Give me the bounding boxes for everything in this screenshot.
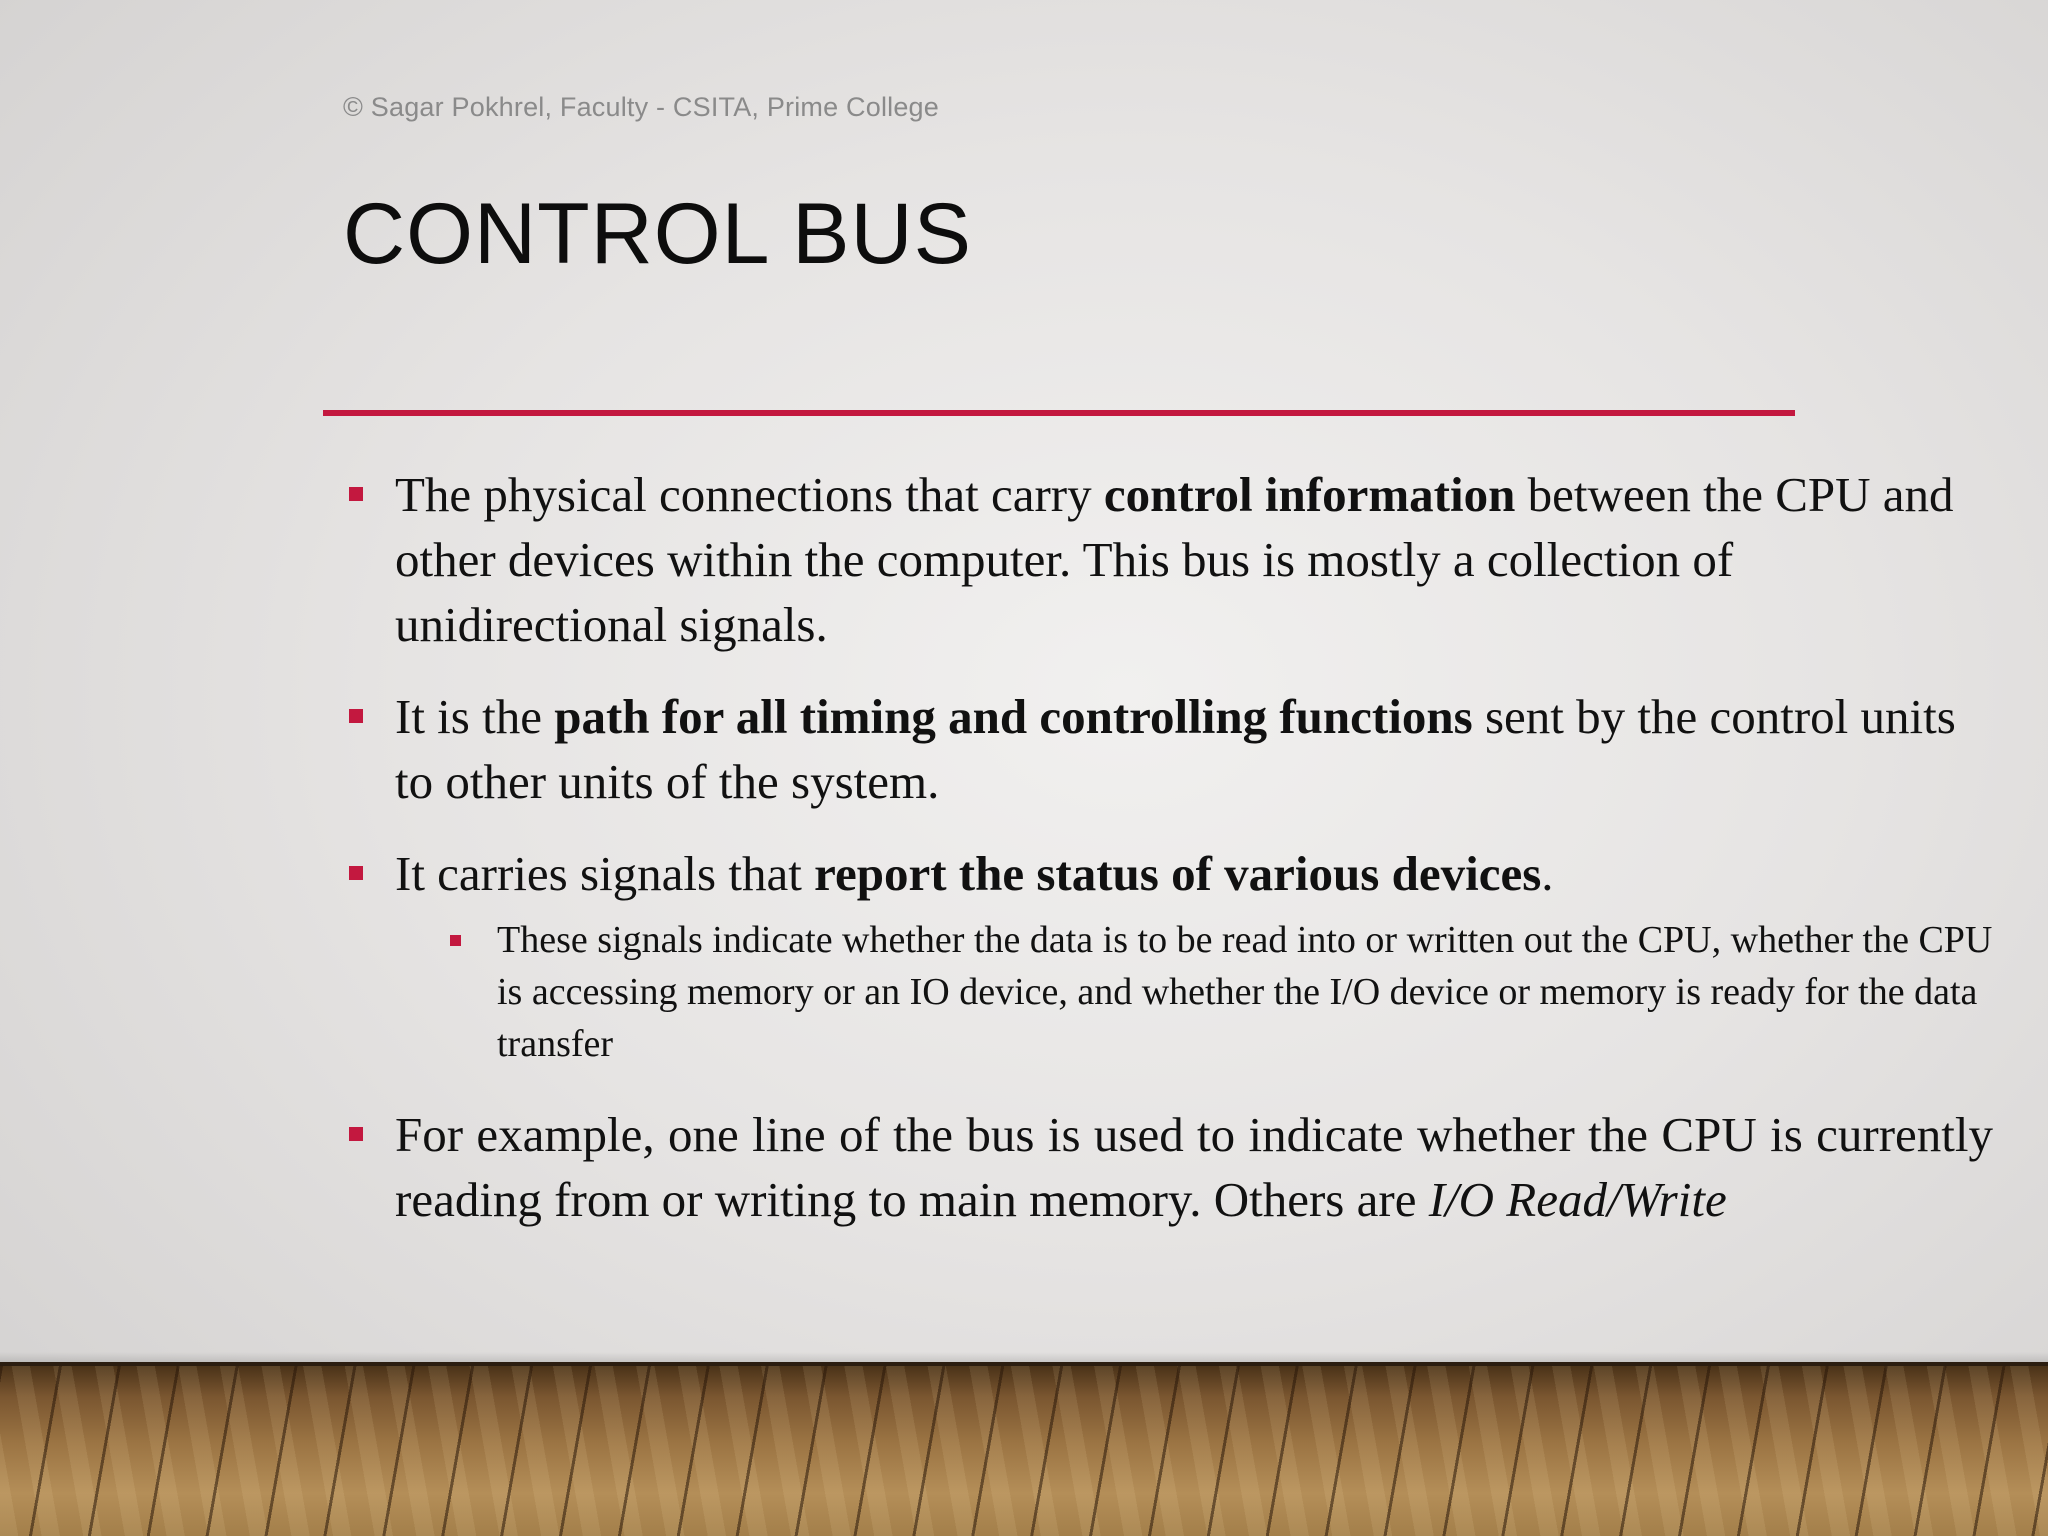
bullet-text: between the CPU and other devices within the computer. This bus is mostly a collection of unidirectional signals.: [395, 467, 1954, 652]
bullet-text: It carries signals that: [395, 846, 815, 901]
bullet-emphasis: path for all timing and controlling functions: [554, 689, 1473, 744]
bullet-item-1: [343, 462, 1993, 657]
slide-title: CONTROL BUS: [343, 186, 972, 282]
bullet-text: sent by the control units to other units of the system.: [395, 689, 1956, 809]
bullet-square-icon: [349, 866, 363, 880]
bullet-text: The physical connections that carry: [395, 467, 1104, 522]
sub-bullet-text: These signals indicate whether the data is to be read into or written out the CPU, whether the CPU is accessing memory or an IO device, and whether the I/O device or memory is ready for the data transfer: [497, 919, 1993, 1065]
bullet-emphasis: report the status of various devices: [814, 846, 1542, 901]
bullet-square-icon: [349, 709, 363, 723]
copyright-text: © Sagar Pokhrel, Faculty - CSITA, Prime College: [343, 92, 939, 122]
bullet-text: For example, one line of the bus is used to indicate whether the CPU is currently reading from or writing to main memory. Others are: [395, 1107, 1993, 1227]
bullet-item-3: [343, 841, 1993, 906]
bullet-item-4: [343, 1102, 1993, 1232]
bullet-text: .: [1541, 846, 1554, 901]
bullet-square-icon: [349, 1127, 363, 1141]
bullet-italic-text: I/O Read/Write: [1428, 1172, 1727, 1227]
bullet-emphasis: control information: [1103, 467, 1516, 522]
bullet-square-icon: [349, 487, 363, 501]
title-divider: [323, 410, 1795, 416]
wood-floor-background: [0, 1366, 2048, 1536]
bullet-item-2: [343, 684, 1993, 814]
bullet-text: It is the: [395, 689, 555, 744]
bullet-square-icon: [450, 935, 461, 946]
sub-bullet-item: [445, 914, 1993, 1070]
bullet-list: [343, 462, 1993, 1259]
